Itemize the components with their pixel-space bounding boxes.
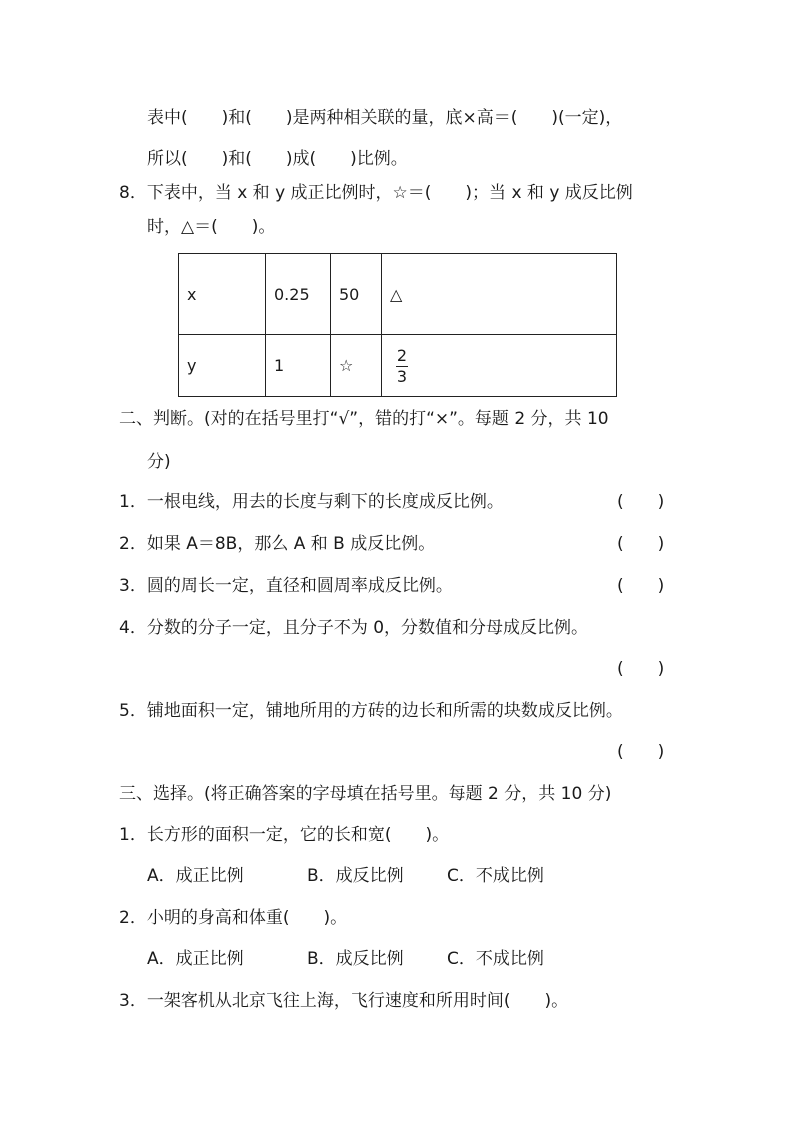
question-8-line1: 8．下表中，当 x 和 y 成正比例时，☆＝( )；当 x 和 y 成反比例 xyxy=(119,183,633,203)
option-b: B．成反比例 xyxy=(307,949,404,969)
option-c: C．不成比例 xyxy=(447,949,544,969)
option-a: A．成正比例 xyxy=(147,866,244,886)
fraction-numerator: 2 xyxy=(396,345,408,365)
table-cell: ☆ xyxy=(331,335,382,397)
section-3-heading: 三、选择。(将正确答案的字母填在括号里。每题 2 分，共 10 分) xyxy=(119,784,612,804)
judge-item-2: 2．如果 A＝8B，那么 A 和 B 成反比例。 xyxy=(119,534,436,554)
table-cell-fraction xyxy=(382,335,617,397)
answer-blank: ( ) xyxy=(617,534,665,554)
table-row-y xyxy=(179,335,617,397)
answer-blank: ( ) xyxy=(617,576,665,596)
judge-item-5: 5．铺地面积一定，铺地所用的方砖的边长和所需的块数成反比例。 xyxy=(119,701,623,721)
table-cell: x xyxy=(179,254,266,335)
text-line: 表中( )和( )是两种相关联的量，底×高＝( )(一定)， xyxy=(147,108,623,128)
table-cell: y xyxy=(179,335,266,397)
table-cell: 0.25 xyxy=(266,254,331,335)
table-cell: △ xyxy=(382,254,617,335)
option-c: C．不成比例 xyxy=(447,866,544,886)
choice-question-2: 2．小明的身高和体重( )。 xyxy=(119,908,348,928)
section-2-heading-cont: 分) xyxy=(147,452,171,472)
table-cell: 1 xyxy=(266,335,331,397)
choice-question-3: 3．一架客机从北京飞往上海，飞行速度和所用时间( )。 xyxy=(119,991,569,1011)
answer-blank: ( ) xyxy=(617,492,665,512)
text-line: 所以( )和( )成( )比例。 xyxy=(147,149,408,169)
table-row-x xyxy=(179,254,617,335)
judge-item-1: 1．一根电线，用去的长度与剩下的长度成反比例。 xyxy=(119,492,504,512)
answer-blank: ( ) xyxy=(617,742,665,762)
question-8-line2: 时，△＝( )。 xyxy=(147,217,276,237)
fraction-denominator: 3 xyxy=(396,366,408,386)
answer-blank: ( ) xyxy=(617,659,665,679)
option-b: B．成反比例 xyxy=(307,866,404,886)
option-a: A．成正比例 xyxy=(147,949,244,969)
table-cell: 50 xyxy=(331,254,382,335)
choice-question-1: 1．长方形的面积一定，它的长和宽( )。 xyxy=(119,825,450,845)
fraction xyxy=(396,347,408,386)
judge-item-3: 3．圆的周长一定，直径和圆周率成反比例。 xyxy=(119,576,453,596)
xy-table xyxy=(178,253,617,397)
section-2-heading: 二、判断。(对的在括号里打“√”，错的打“×”。每题 2 分，共 10 xyxy=(119,409,609,429)
judge-item-4: 4．分数的分子一定，且分子不为 0，分数值和分母成反比例。 xyxy=(119,618,589,638)
